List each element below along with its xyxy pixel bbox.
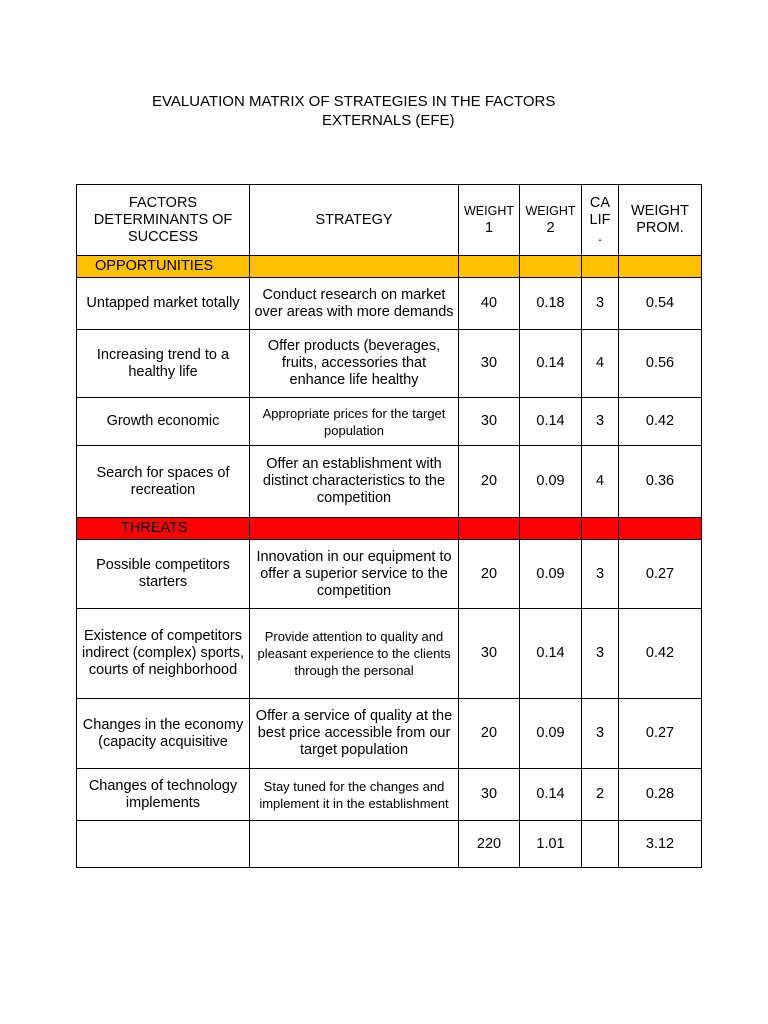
header-strategy: STRATEGY xyxy=(250,185,459,256)
weight-2-cell: 0.14 xyxy=(520,609,582,699)
table-row xyxy=(77,699,702,769)
header-prom-2: PROM. xyxy=(636,220,684,236)
weight-1-cell: 20 xyxy=(459,699,520,769)
header-prom-1: WEIGHT xyxy=(631,203,689,219)
weight-2-cell: 0.09 xyxy=(520,699,582,769)
table-row xyxy=(77,398,702,446)
factor-cell: Possible competitors starters xyxy=(77,540,250,609)
totals-row xyxy=(77,821,702,868)
weight-1-cell: 30 xyxy=(459,398,520,446)
efe-matrix-table xyxy=(76,184,702,868)
weight-prom-cell: 0.42 xyxy=(619,398,702,446)
weight-2-cell: 0.18 xyxy=(520,278,582,330)
weight-1-cell: 30 xyxy=(459,330,520,398)
weight-1-cell: 40 xyxy=(459,278,520,330)
calif-cell: 3 xyxy=(582,540,619,609)
strategy-cell: Innovation in our equipment to offer a superior service to the competition xyxy=(250,540,459,609)
title-line-2: EXTERNALS (EFE) xyxy=(322,112,455,129)
weight-2-cell: 0.14 xyxy=(520,398,582,446)
section-label-threats: THREATS xyxy=(77,518,250,540)
calif-cell: 3 xyxy=(582,278,619,330)
section-opportunities xyxy=(77,256,702,278)
calif-cell: 3 xyxy=(582,398,619,446)
table-row xyxy=(77,609,702,699)
weight-1-cell: 30 xyxy=(459,769,520,821)
header-weight-2 xyxy=(520,185,582,256)
calif-cell: 3 xyxy=(582,699,619,769)
factor-cell: Changes in the economy (capacity acquisitive xyxy=(77,699,250,769)
section-label-opportunities: OPPORTUNITIES xyxy=(77,256,250,278)
calif-cell: 4 xyxy=(582,330,619,398)
calif-cell: 3 xyxy=(582,609,619,699)
weight-prom-cell: 0.27 xyxy=(619,699,702,769)
total-weight-1: 220 xyxy=(459,821,520,868)
factor-cell: Changes of technology implements xyxy=(77,769,250,821)
header-row xyxy=(77,185,702,256)
table-row xyxy=(77,330,702,398)
strategy-cell: Offer products (beverages, fruits, accessories that enhance life healthy xyxy=(250,330,459,398)
weight-2-cell: 0.14 xyxy=(520,769,582,821)
calif-cell: 4 xyxy=(582,446,619,518)
weight-prom-cell: 0.27 xyxy=(619,540,702,609)
document-title xyxy=(152,92,592,130)
total-weight-2: 1.01 xyxy=(520,821,582,868)
factor-cell: Untapped market totally xyxy=(77,278,250,330)
header-calif xyxy=(582,185,619,256)
weight-1-cell: 30 xyxy=(459,609,520,699)
calif-cell: 2 xyxy=(582,769,619,821)
table-row xyxy=(77,278,702,330)
weight-prom-cell: 0.56 xyxy=(619,330,702,398)
header-weight-1 xyxy=(459,185,520,256)
header-factors: FACTORS DETERMINANTS OF SUCCESS xyxy=(77,185,250,256)
factor-cell: Search for spaces of recreation xyxy=(77,446,250,518)
factor-cell: Existence of competitors indirect (complex) sports, courts of neighborhood xyxy=(77,609,250,699)
title-line-1: EVALUATION MATRIX OF STRATEGIES IN THE FACTORS xyxy=(152,93,556,110)
factor-cell: Growth economic xyxy=(77,398,250,446)
factor-cell: Increasing trend to a healthy life xyxy=(77,330,250,398)
weight-2-cell: 0.14 xyxy=(520,330,582,398)
total-calif xyxy=(582,821,619,868)
table-row xyxy=(77,769,702,821)
header-calif-1: CA xyxy=(589,194,611,211)
table-row xyxy=(77,446,702,518)
header-weight-1-label: WEIGHT xyxy=(464,204,514,218)
header-weight-1-number: 1 xyxy=(484,220,494,236)
weight-2-cell: 0.09 xyxy=(520,446,582,518)
weight-2-cell: 0.09 xyxy=(520,540,582,609)
weight-1-cell: 20 xyxy=(459,446,520,518)
strategy-cell: Offer a service of quality at the best price accessible from our target population xyxy=(250,699,459,769)
table-row xyxy=(77,540,702,609)
header-calif-3: . xyxy=(597,228,603,245)
section-threats xyxy=(77,518,702,540)
header-weight-2-label: WEIGHT xyxy=(525,204,576,218)
weight-prom-cell: 0.54 xyxy=(619,278,702,330)
weight-prom-cell: 0.28 xyxy=(619,769,702,821)
strategy-cell: Conduct research on market over areas with more demands xyxy=(250,278,459,330)
strategy-cell: Provide attention to quality and pleasant experience to the clients through the personal xyxy=(250,609,459,699)
strategy-cell: Offer an establishment with distinct characteristics to the competition xyxy=(250,446,459,518)
weight-prom-cell: 0.42 xyxy=(619,609,702,699)
strategy-cell: Stay tuned for the changes and implement it in the establishment xyxy=(250,769,459,821)
weight-prom-cell: 0.36 xyxy=(619,446,702,518)
header-weight-2-number: 2 xyxy=(546,220,555,236)
total-weight-prom: 3.12 xyxy=(619,821,702,868)
header-calif-2: LIF xyxy=(589,211,611,228)
strategy-cell: Appropriate prices for the target population xyxy=(250,398,459,446)
header-weight-prom xyxy=(619,185,702,256)
weight-1-cell: 20 xyxy=(459,540,520,609)
